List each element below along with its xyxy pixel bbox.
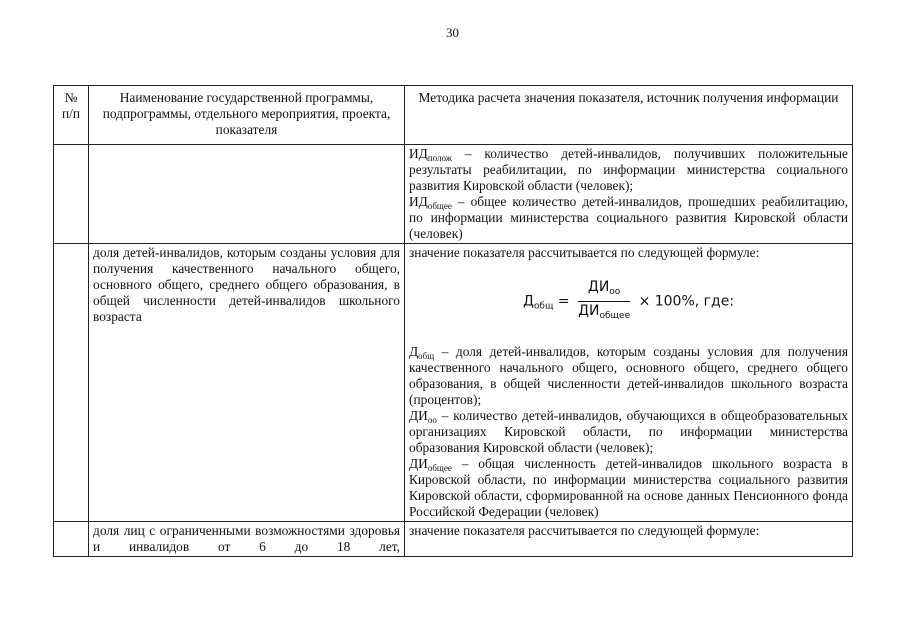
indicator-table [53,85,853,557]
row2-number [54,244,89,522]
row3-name: доля лиц с ограниченными возможностями здоровья и инвалидов от 6 до 18 лет, [89,522,405,557]
formula-intro: значение показателя рассчитывается по следующей формуле: [409,245,760,260]
row3-number [54,522,89,557]
definition: $Д_{общ}$ – доля детей-инвалидов, которым созданы условия для получения качественного начального общего, основного общего, среднего общего образования, в общей численности детей-инвалидов школьного возраста (процентов); [409,344,848,407]
definition: $ИД_{общее}$ – общее количество детей-инвалидов, прошедших реабилитацию, по информации министерства социального развития Кировской области (человек) [409,194,848,241]
row1-name [89,145,405,244]
header-name: Наименование государственной программы, подпрограммы, отдельного мероприятия, проекта, показателя [89,86,405,145]
definition: $ДИ_{общее}$ – общая численность детей-инвалидов школьного возраста в Кировской области, по информации министерства социального развития Кировской области, сформированной на основе данных Пенсионного фонда Российской Федерации (человек) [409,456,848,519]
table-row [54,522,853,557]
row1-method [405,145,853,244]
table-header-row [54,86,853,145]
definition: $ИД_{полож}$ – количество детей-инвалидов, получивших положительные результаты реабилитации, по информации министерства социального развития Кировской области (человек); [409,146,848,193]
formula: $Д_{общ}$ = $\frac{ДИ_{оо}}{ДИ_{общее}}$ × 100%, где: [522,279,735,321]
page-number: 30 [446,25,459,40]
table-row [54,145,853,244]
header-method: Методика расчета значения показателя, источник получения информации [405,86,853,145]
header-number: № п/п [54,86,89,145]
row2-name: доля детей-инвалидов, которым созданы условия для получения качественного начального общего, основного общего, среднего общего образования, в общей численности детей-инвалидов школьного возраста [89,244,405,522]
row1-number [54,145,89,244]
row2-method [405,244,853,522]
definition: $ДИ_{оо}$ – количество детей-инвалидов, обучающихся в общеобразовательных организациях Кировской области, по информации министерства образования Кировской области (человек); [409,408,848,455]
row3-method: значение показателя рассчитывается по следующей формуле: [405,522,853,557]
table-row [54,244,853,522]
